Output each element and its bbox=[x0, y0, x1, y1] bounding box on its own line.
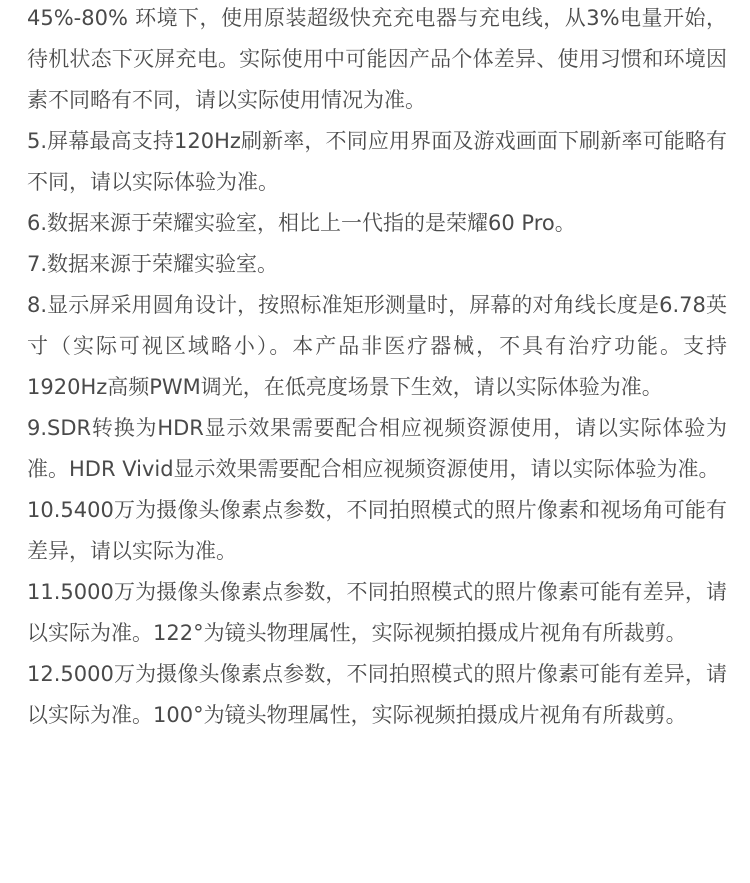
footnote-7-lab-source: 7.数据来源于荣耀实验室。 bbox=[27, 252, 279, 276]
footnote-charging: 45%-80% 环境下，使用原装超级快充充电器与充电线，从3%电量开始，待机状态下灭屏充电。实际使用中可能因产品个体差异、使用习惯和环境因素不同略有不同，请以实际使用情况为准。 bbox=[27, 6, 727, 112]
footnote-10-camera-54mp: 10.5400万为摄像头像素点参数，不同拍照模式的照片像素和视场角可能有差异，请以实际为准。 bbox=[27, 498, 727, 563]
footnote-11-camera-50mp: 11.5000万为摄像头像素点参数，不同拍照模式的照片像素可能有差异，请以实际为准。122°为镜头物理属性，实际视频拍摄成片视角有所裁剪。 bbox=[27, 580, 727, 645]
footnote-9-hdr: 9.SDR转换为HDR显示效果需要配合相应视频资源使用，请以实际体验为准。HDR Vivid显示效果需要配合相应视频资源使用，请以实际体验为准。 bbox=[27, 416, 727, 481]
footnotes-text bbox=[27, 0, 727, 736]
footnote-8-display: 8.显示屏采用圆角设计，按照标准矩形测量时，屏幕的对角线长度是6.78英寸（实际可视区域略小）。本产品非医疗器械，不具有治疗功能。支持1920Hz高频PWM调光，在低亮度场景下生效，请以实际体验为准。 bbox=[27, 293, 727, 399]
footnote-6-lab-source: 6.数据来源于荣耀实验室，相比上一代指的是荣耀60 Pro。 bbox=[27, 211, 576, 235]
footnote-12-camera-50mp: 12.5000万为摄像头像素点参数，不同拍照模式的照片像素可能有差异，请以实际为准。100°为镜头物理属性，实际视频拍摄成片视角有所裁剪。 bbox=[27, 662, 727, 727]
footnote-5-refresh-rate: 5.屏幕最高支持120Hz刷新率，不同应用界面及游戏画面下刷新率可能略有不同，请以实际体验为准。 bbox=[27, 129, 727, 194]
